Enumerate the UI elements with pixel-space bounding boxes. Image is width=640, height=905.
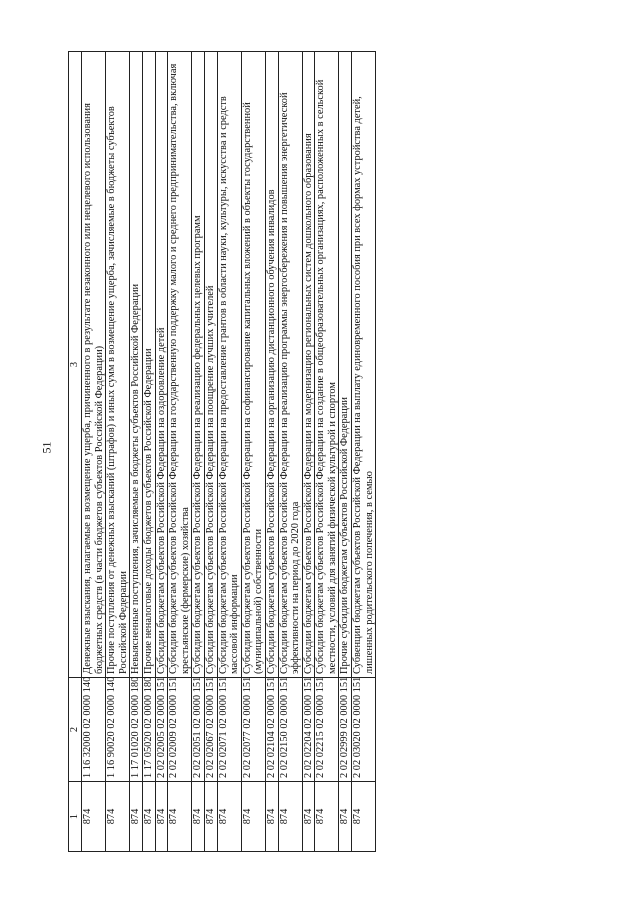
revenue-name-cell: Прочие неналоговые доходы бюджетов субъектов Российской Федерации <box>142 52 155 678</box>
revenue-name-cell: Субсидии бюджетам субъектов Российской Федерации на модернизацию региональных систем дошкольного образования <box>302 52 315 678</box>
admin-code-cell: 874 <box>130 782 143 852</box>
column-header-3: 3 <box>69 52 82 678</box>
revenue-name-cell: Субсидии бюджетам субъектов Российской Федерации на реализацию программы энергосбережения и повышения энергетической эффективности на период до 2020 года <box>278 52 302 678</box>
rotated-page <box>68 52 524 852</box>
page-number: 51 <box>39 441 54 454</box>
revenue-name-cell: Денежные взыскания, налагаемые в возмещение ущерба, причиненного в результате незаконного или нецелевого использования бюджетных средств (в части бюджетов субъектов Российской Федерации) <box>82 52 106 678</box>
budget-code-cell: 2 02 02150 02 0000 151 <box>278 678 302 782</box>
admin-code-cell: 874 <box>302 782 315 852</box>
admin-code-cell: 874 <box>241 782 265 852</box>
column-header-1: 1 <box>69 782 82 852</box>
table-row <box>168 52 192 852</box>
revenue-name-cell: Субсидии бюджетам субъектов Российской Федерации на софинансирование капитальных вложений в объекты государственной (муниципальной) собственности <box>241 52 265 678</box>
budget-code-cell: 2 02 02999 02 0000 151 <box>339 678 352 782</box>
revenue-name-cell: Субвенции бюджетам субъектов Российской Федерации на выплату единовременного пособия при всех формах устройства детей, лишенных родительского попечения, в семью <box>352 52 376 678</box>
budget-code-cell: 2 02 02077 02 0000 151 <box>241 678 265 782</box>
admin-code-cell: 874 <box>142 782 155 852</box>
table-row <box>130 52 143 852</box>
budget-code-cell: 2 02 02051 02 0000 151 <box>192 678 205 782</box>
budget-code-cell: 1 16 32000 02 0000 140 <box>82 678 106 782</box>
table-row <box>142 52 155 852</box>
table-row <box>241 52 265 852</box>
header-row <box>69 52 82 852</box>
revenue-name-cell: Субсидии бюджетам субъектов Российской Федерации на оздоровление детей <box>155 52 168 678</box>
column-header-2: 2 <box>69 678 82 782</box>
budget-code-cell: 1 17 05020 02 0000 180 <box>142 678 155 782</box>
table-row <box>278 52 302 852</box>
revenue-name-cell: Субсидии бюджетам субъектов Российской Федерации на создание в общеобразовательных организациях, расположенных в сельской местности, условий для занятий физической культурой и спортом <box>315 52 339 678</box>
admin-code-cell: 874 <box>204 782 217 852</box>
budget-code-cell: 2 02 02005 02 0000 151 <box>155 678 168 782</box>
budget-code-cell: 1 16 90020 02 0000 140 <box>106 678 130 782</box>
table-row <box>155 52 168 852</box>
budget-code-cell: 1 17 01020 02 0000 180 <box>130 678 143 782</box>
budget-code-cell: 2 02 02104 02 0000 151 <box>265 678 278 782</box>
budget-code-cell: 2 02 02067 02 0000 151 <box>204 678 217 782</box>
admin-code-cell: 874 <box>278 782 302 852</box>
revenue-name-cell: Субсидии бюджетам субъектов Российской Федерации на государственную поддержку малого и среднего предпринимательства, включая крестьянские (фермерские) хозяйства <box>168 52 192 678</box>
admin-code-cell: 874 <box>106 782 130 852</box>
table-row <box>106 52 130 852</box>
admin-code-cell: 874 <box>192 782 205 852</box>
revenue-codes-table <box>68 51 376 852</box>
admin-code-cell: 874 <box>217 782 241 852</box>
budget-code-cell: 2 02 02009 02 0000 151 <box>168 678 192 782</box>
table-row <box>217 52 241 852</box>
table-row <box>339 52 352 852</box>
budget-code-cell: 2 02 02215 02 0000 151 <box>315 678 339 782</box>
revenue-name-cell: Субсидии бюджетам субъектов Российской Федерации на предоставление грантов в области науки, культуры, искусства и средств массовой информации <box>217 52 241 678</box>
admin-code-cell: 874 <box>352 782 376 852</box>
admin-code-cell: 874 <box>265 782 278 852</box>
admin-code-cell: 874 <box>339 782 352 852</box>
table-row <box>82 52 106 852</box>
revenue-name-cell: Субсидии бюджетам субъектов Российской Федерации на поощрение лучших учителей <box>204 52 217 678</box>
admin-code-cell: 874 <box>168 782 192 852</box>
table-row <box>302 52 315 852</box>
revenue-name-cell: Субсидии бюджетам субъектов Российской Федерации на реализацию федеральных целевых программ <box>192 52 205 678</box>
admin-code-cell: 874 <box>315 782 339 852</box>
table-row <box>265 52 278 852</box>
revenue-name-cell: Невыясненные поступления, зачисляемые в бюджеты субъектов Российской Федерации <box>130 52 143 678</box>
table-row <box>192 52 205 852</box>
revenue-name-cell: Прочие поступления от денежных взысканий (штрафов) и иных сумм в возмещение ущерба, зачисляемые в бюджеты субъектов Российской Федерации <box>106 52 130 678</box>
admin-code-cell: 874 <box>82 782 106 852</box>
budget-code-cell: 2 02 02204 02 0000 151 <box>302 678 315 782</box>
table-row <box>204 52 217 852</box>
budget-code-cell: 2 02 02071 02 0000 151 <box>217 678 241 782</box>
table-row <box>352 52 376 852</box>
table-row <box>315 52 339 852</box>
admin-code-cell: 874 <box>155 782 168 852</box>
budget-code-cell: 2 02 03020 02 0000 151 <box>352 678 376 782</box>
table-frame <box>68 52 524 852</box>
revenue-name-cell: Прочие субсидии бюджетам субъектов Российской Федерации <box>339 52 352 678</box>
revenue-name-cell: Субсидии бюджетам субъектов Российской Федерации на организацию дистанционного обучения инвалидов <box>265 52 278 678</box>
